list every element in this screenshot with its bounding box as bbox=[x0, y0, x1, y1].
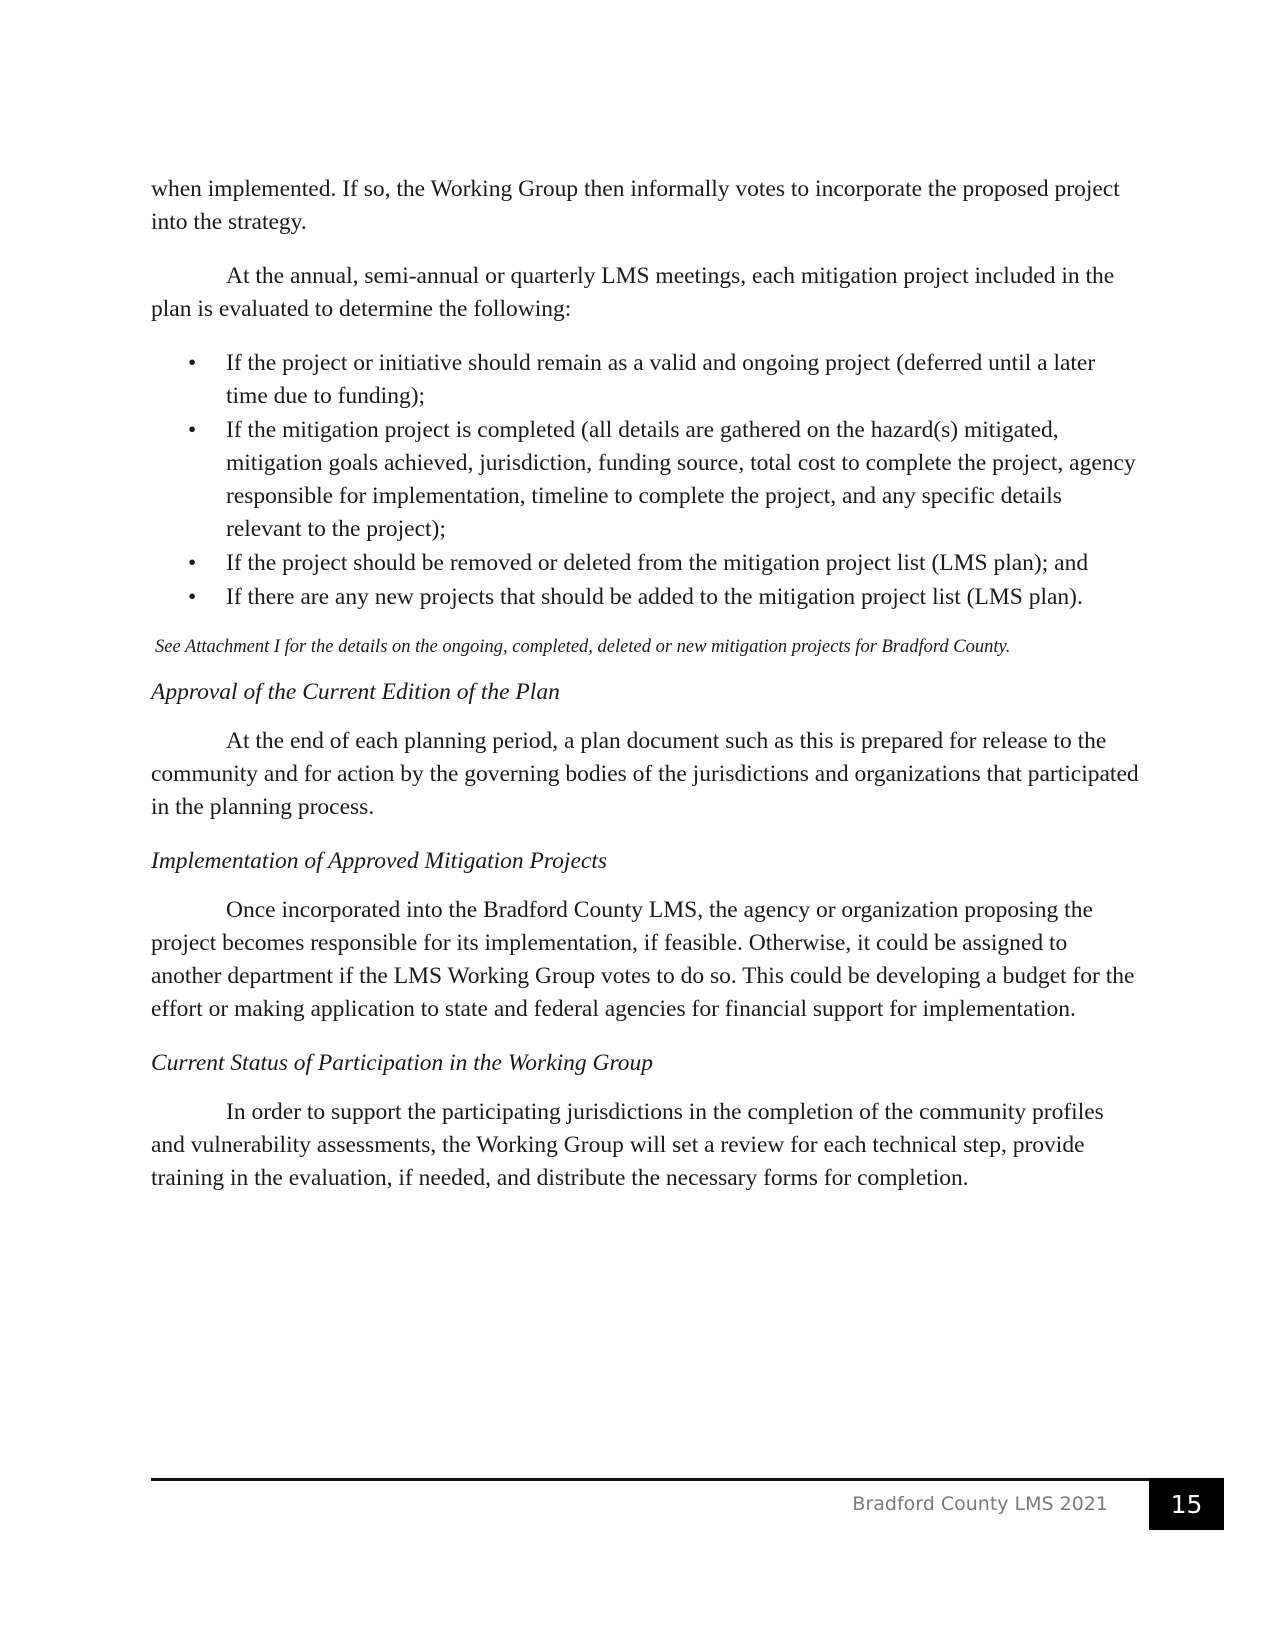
document-body bbox=[151, 173, 1141, 1216]
paragraph-approval: At the end of each planning period, a plan document such as this is prepared for release to the community and for action by the governing bodies of the jurisdictions and organizations that participated in the planning process. bbox=[151, 728, 1139, 820]
footer-title: Bradford County LMS 2021 bbox=[852, 1493, 1108, 1515]
attachment-note: See Attachment I for the details on the ongoing, completed, deleted or new mitigation projects for Bradford County. bbox=[155, 637, 1011, 657]
section-heading-approval: Approval of the Current Edition of the Plan bbox=[151, 679, 560, 705]
paragraph-evaluation-intro: At the annual, semi-annual or quarterly LMS meetings, each mitigation project included in the plan is evaluated to determine the following: bbox=[151, 263, 1115, 322]
bullet-icon: • bbox=[188, 350, 197, 376]
bullet-icon: • bbox=[188, 417, 197, 443]
list-item bbox=[151, 347, 1141, 413]
paragraph-continuation: when implemented. If so, the Working Group then informally votes to incorporate the proposed project into the strategy. bbox=[151, 176, 1120, 235]
page-number: 15 bbox=[1149, 1478, 1224, 1530]
paragraph-implementation: Once incorporated into the Bradford County LMS, the agency or organization proposing the project becomes responsible for its implementation, if feasible. Otherwise, it could be assigned to another department if the LMS Working Group votes to do so. This could be developing a budget for the effort or making application to state and federal agencies for financial support for implementation. bbox=[151, 897, 1135, 1022]
paragraph-participation: In order to support the participating jurisdictions in the completion of the community profiles and vulnerability assessments, the Working Group will set a review for each technical step, provide training in the evaluation, if needed, and distribute the necessary forms for completion. bbox=[151, 1099, 1104, 1191]
bullet-icon: • bbox=[188, 550, 197, 576]
list-item bbox=[151, 547, 1141, 580]
list-item-text: If the mitigation project is completed (all details are gathered on the hazard(s) mitigated, mitigation goals achieved, jurisdiction, funding source, total cost to complete the project, agency responsible for implementation, timeline to complete the project, and any specific details relevant to the project); bbox=[226, 417, 1136, 542]
list-item-text: If there are any new projects that should be added to the mitigation project list (LMS plan). bbox=[226, 584, 1083, 610]
bullet-icon: • bbox=[188, 584, 197, 610]
list-item bbox=[151, 414, 1141, 546]
list-item-text: If the project should be removed or deleted from the mitigation project list (LMS plan); and bbox=[226, 550, 1089, 576]
footer-divider bbox=[151, 1478, 1149, 1481]
evaluation-criteria-list bbox=[151, 347, 1141, 614]
section-heading-participation: Current Status of Participation in the Working Group bbox=[151, 1050, 653, 1076]
section-heading-implementation: Implementation of Approved Mitigation Projects bbox=[151, 848, 608, 874]
list-item bbox=[151, 581, 1141, 614]
list-item-text: If the project or initiative should remain as a valid and ongoing project (deferred until a later time due to funding); bbox=[226, 350, 1096, 409]
